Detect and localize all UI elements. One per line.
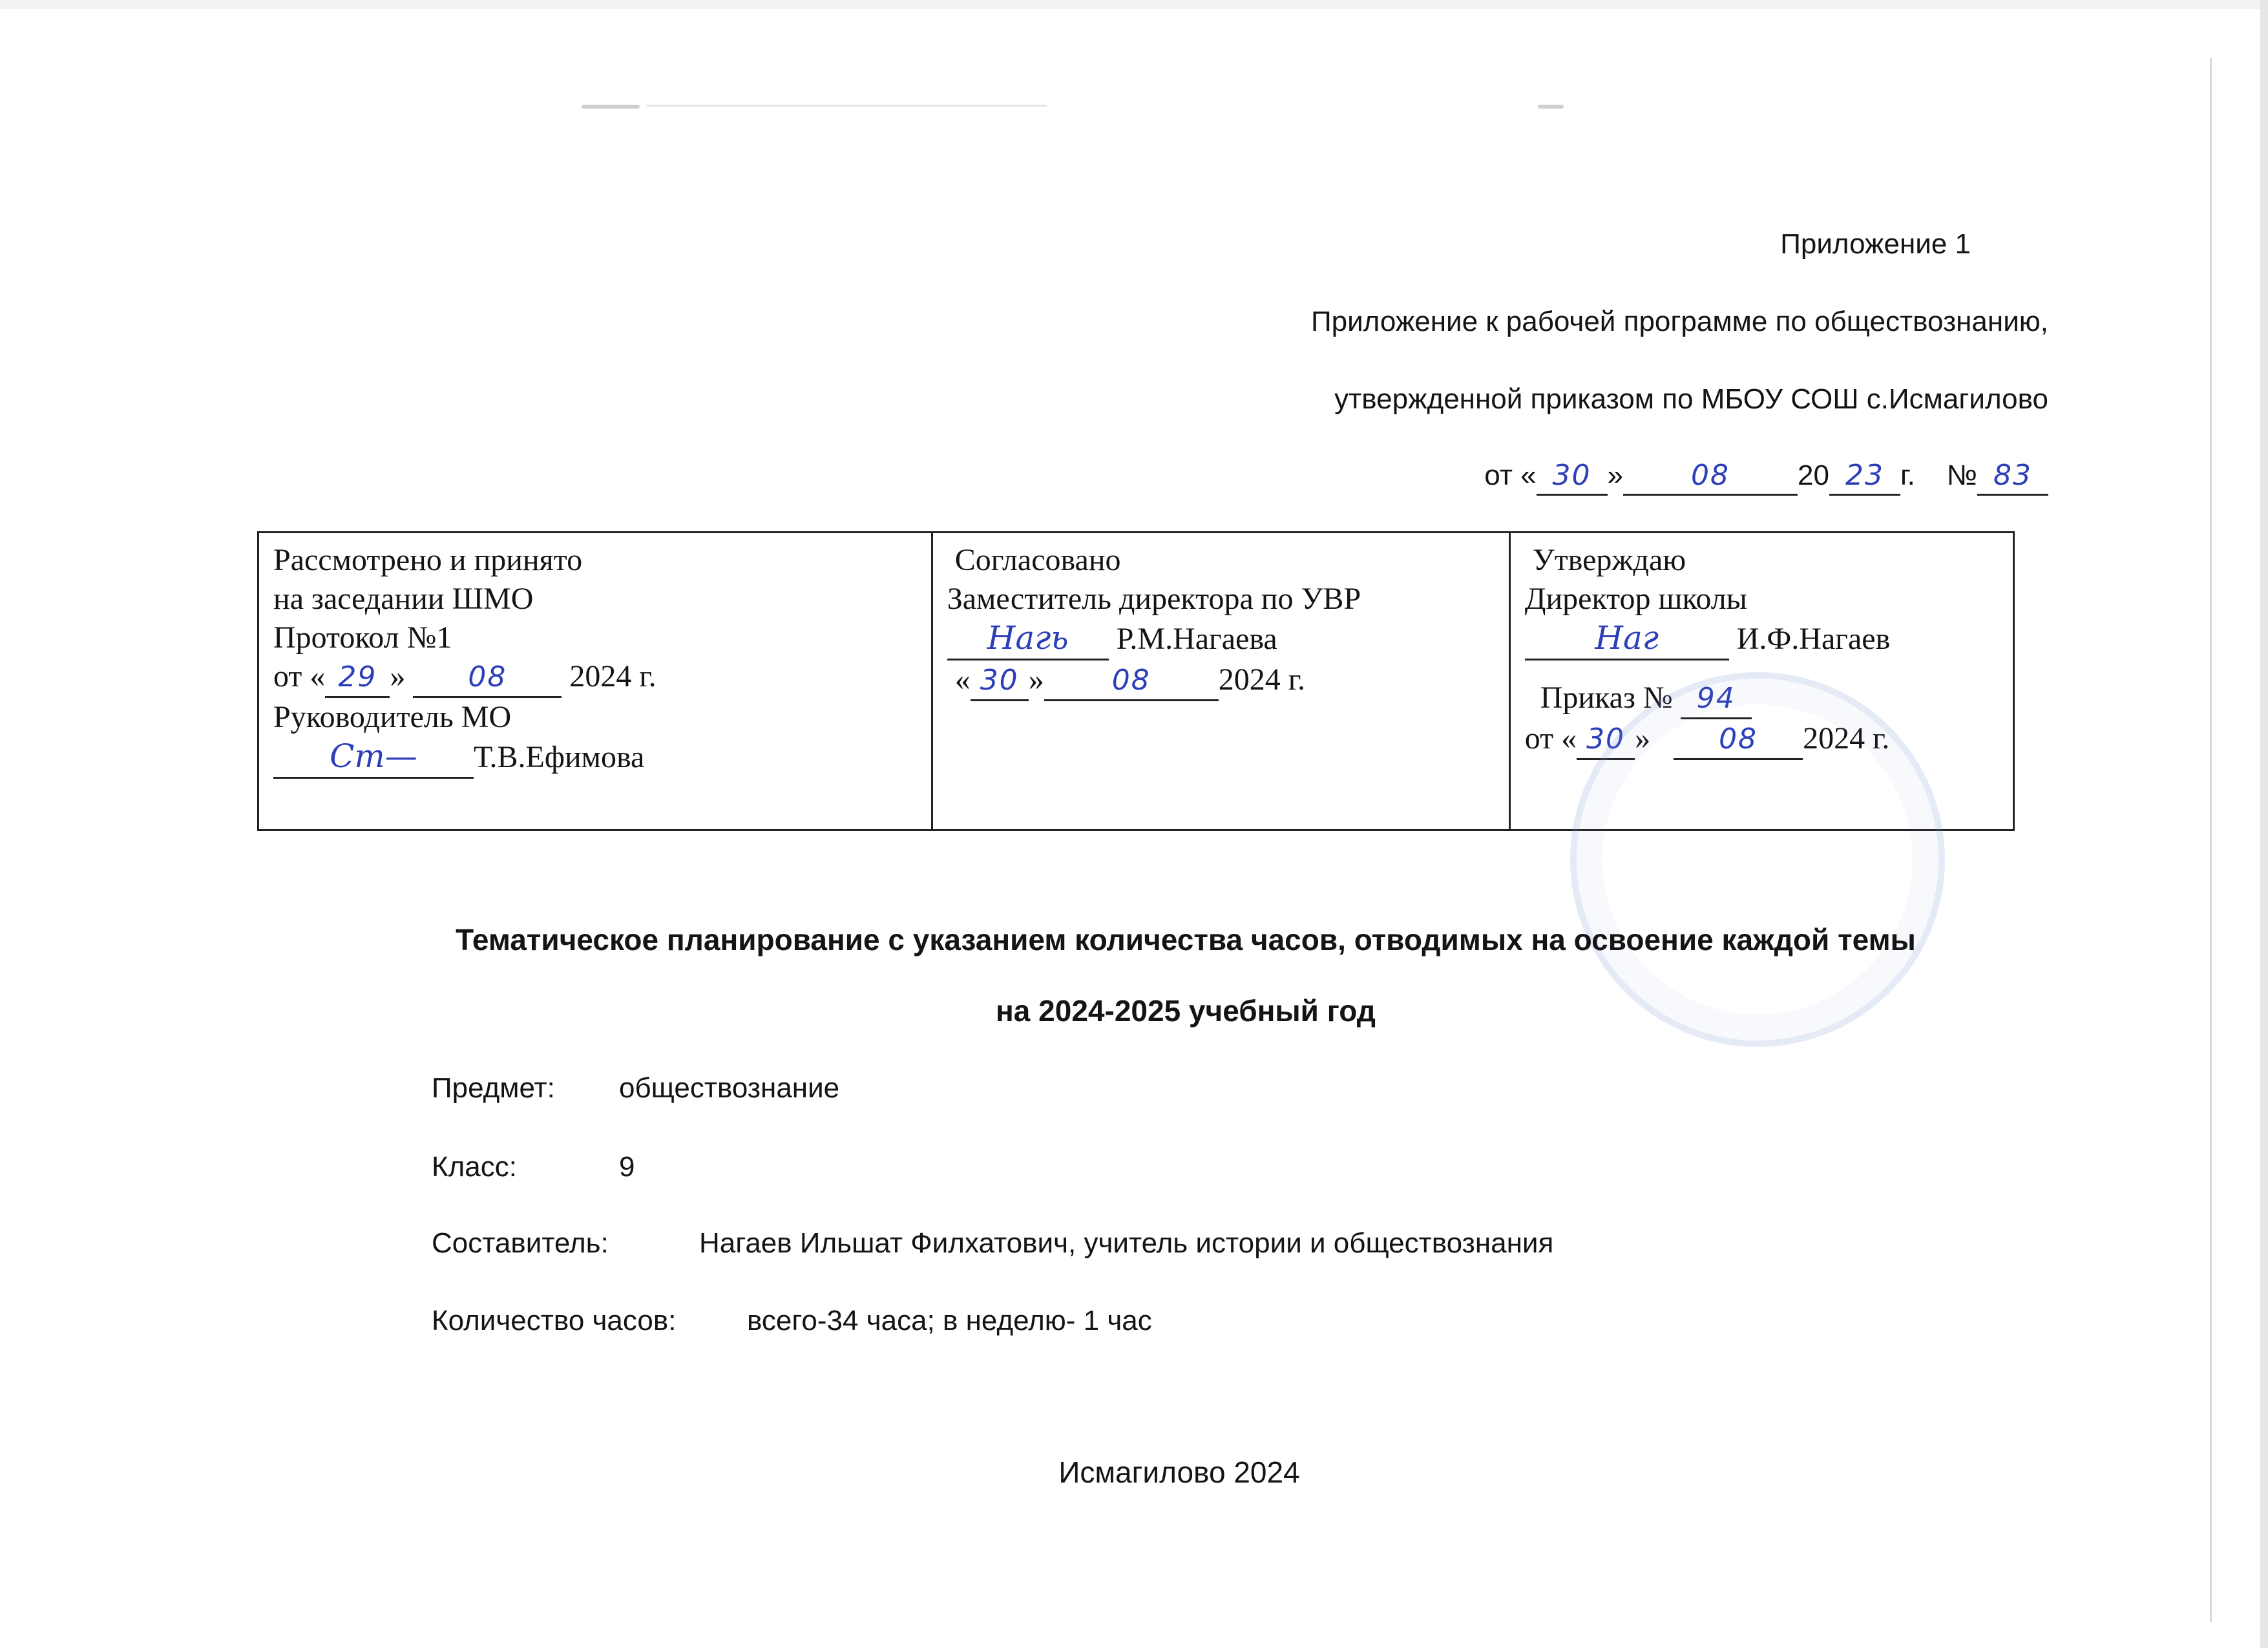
order-year-end: г. <box>1900 460 1915 491</box>
order-no: 83 <box>1993 459 2032 492</box>
reviewed-head-title: Руководитель МО <box>273 700 512 734</box>
signature-nagaev: Наг <box>1595 619 1659 657</box>
order-sep: » <box>1607 460 1624 491</box>
date-sep: » <box>390 659 406 693</box>
appendix-order-line <box>1484 458 2048 496</box>
order-day-field <box>1537 458 1608 496</box>
date-month: 08 <box>468 660 507 693</box>
approved-position: Директор школы <box>1524 582 1747 616</box>
date-month: 08 <box>1111 664 1151 697</box>
order-year-field <box>1829 458 1900 496</box>
signature-field <box>947 618 1109 660</box>
date-day: 29 <box>338 660 377 693</box>
field-subject <box>432 1070 839 1106</box>
subject-value: обществознание <box>619 1072 840 1104</box>
date-month-field <box>413 657 562 698</box>
school-stamp <box>1570 672 1945 1047</box>
date-month-field <box>1044 660 1219 701</box>
signature-field <box>1525 618 1729 660</box>
signature-efimova: Ст— <box>330 737 417 775</box>
approval-col-agreed <box>931 533 1509 829</box>
order-day: 30 <box>1552 459 1591 492</box>
date-sep: » <box>1028 662 1044 697</box>
reviewed-protocol: Протокол №1 <box>273 620 452 655</box>
order-month-field <box>1623 458 1798 496</box>
order-month: 08 <box>1691 459 1730 492</box>
signature-nagaeva: Нагь <box>987 619 1069 657</box>
date-day-field <box>971 660 1029 701</box>
order-no-field <box>1977 458 2048 496</box>
date-sep: » <box>1635 721 1651 755</box>
order-label: Приказ № <box>1540 681 1673 715</box>
scan-fold-line <box>2210 58 2212 1622</box>
date-year: 2024 г. <box>569 659 656 693</box>
scan-mark <box>1538 105 1564 109</box>
order-no-label: № <box>1946 460 1977 491</box>
signature-field <box>273 737 474 779</box>
reviewed-signature-line <box>273 737 917 779</box>
subject-label: Предмет: <box>432 1072 555 1104</box>
order-prefix: от « <box>1484 460 1537 491</box>
scan-mark <box>582 105 640 109</box>
appendix-number: Приложение 1 <box>1780 228 1971 260</box>
class-value: 9 <box>619 1151 635 1183</box>
approved-title <box>1525 541 1999 580</box>
reviewed-title: Рассмотрено и принято <box>273 543 583 577</box>
date-prefix: от « <box>1524 721 1577 755</box>
field-class <box>432 1149 635 1185</box>
agreed-signature-line <box>947 618 1495 660</box>
field-hours <box>432 1303 1152 1339</box>
approval-col-reviewed <box>259 533 931 829</box>
order-year-suffix: 23 <box>1845 459 1884 492</box>
reviewed-meeting: на заседании ШМО <box>273 582 534 616</box>
appendix-line-1: Приложение к рабочей программе по обществознанию, <box>1311 306 2048 337</box>
date-prefix: « <box>954 662 971 697</box>
field-author <box>432 1225 1553 1262</box>
agreed-position: Заместитель директора по УВР <box>947 582 1361 616</box>
hours-label: Количество часов: <box>432 1305 677 1336</box>
signer-name: Т.В.Ефимова <box>474 740 645 774</box>
signer-name: Р.М.Нагаева <box>1116 622 1277 656</box>
approved-title-text: Утверждаю <box>1532 543 1686 577</box>
scan-edge-top <box>0 0 2268 9</box>
order-no: 94 <box>1696 682 1736 715</box>
scan-edge-right <box>2260 0 2268 1648</box>
date-prefix: от « <box>273 659 326 693</box>
approved-signature-line <box>1525 618 1999 660</box>
order-year-prefix: 20 <box>1798 460 1829 491</box>
agreed-title-text: Согласовано <box>954 543 1121 577</box>
date-day: 30 <box>980 664 1019 697</box>
date-month: 08 <box>1719 723 1758 755</box>
date-day: 30 <box>1586 723 1626 755</box>
document-title: Тематическое планирование с указанием количества часов, отводимых на освоение каждой темы <box>456 923 1916 956</box>
author-label: Составитель: <box>432 1227 609 1259</box>
signer-name: И.Ф.Нагаев <box>1736 622 1891 656</box>
document-subtitle: на 2024-2025 учебный год <box>996 994 1376 1028</box>
date-year: 2024 г. <box>1803 721 1890 755</box>
author-value: Нагаев Ильшат Филхатович, учитель истории и обществознания <box>699 1227 1554 1259</box>
agreed-date <box>947 660 1495 701</box>
date-day-field <box>325 657 390 698</box>
date-year: 2024 г. <box>1218 662 1305 697</box>
scan-mark <box>646 105 1047 107</box>
footer-place-year: Исмагилово 2024 <box>1058 1455 1300 1489</box>
class-label: Класс: <box>432 1151 517 1183</box>
agreed-title <box>947 541 1495 580</box>
reviewed-date <box>273 657 917 698</box>
hours-value: всего-34 часа; в неделю- 1 час <box>747 1305 1152 1336</box>
appendix-line-2: утвержденной приказом по МБОУ СОШ с.Исмагилово <box>1334 383 2048 415</box>
